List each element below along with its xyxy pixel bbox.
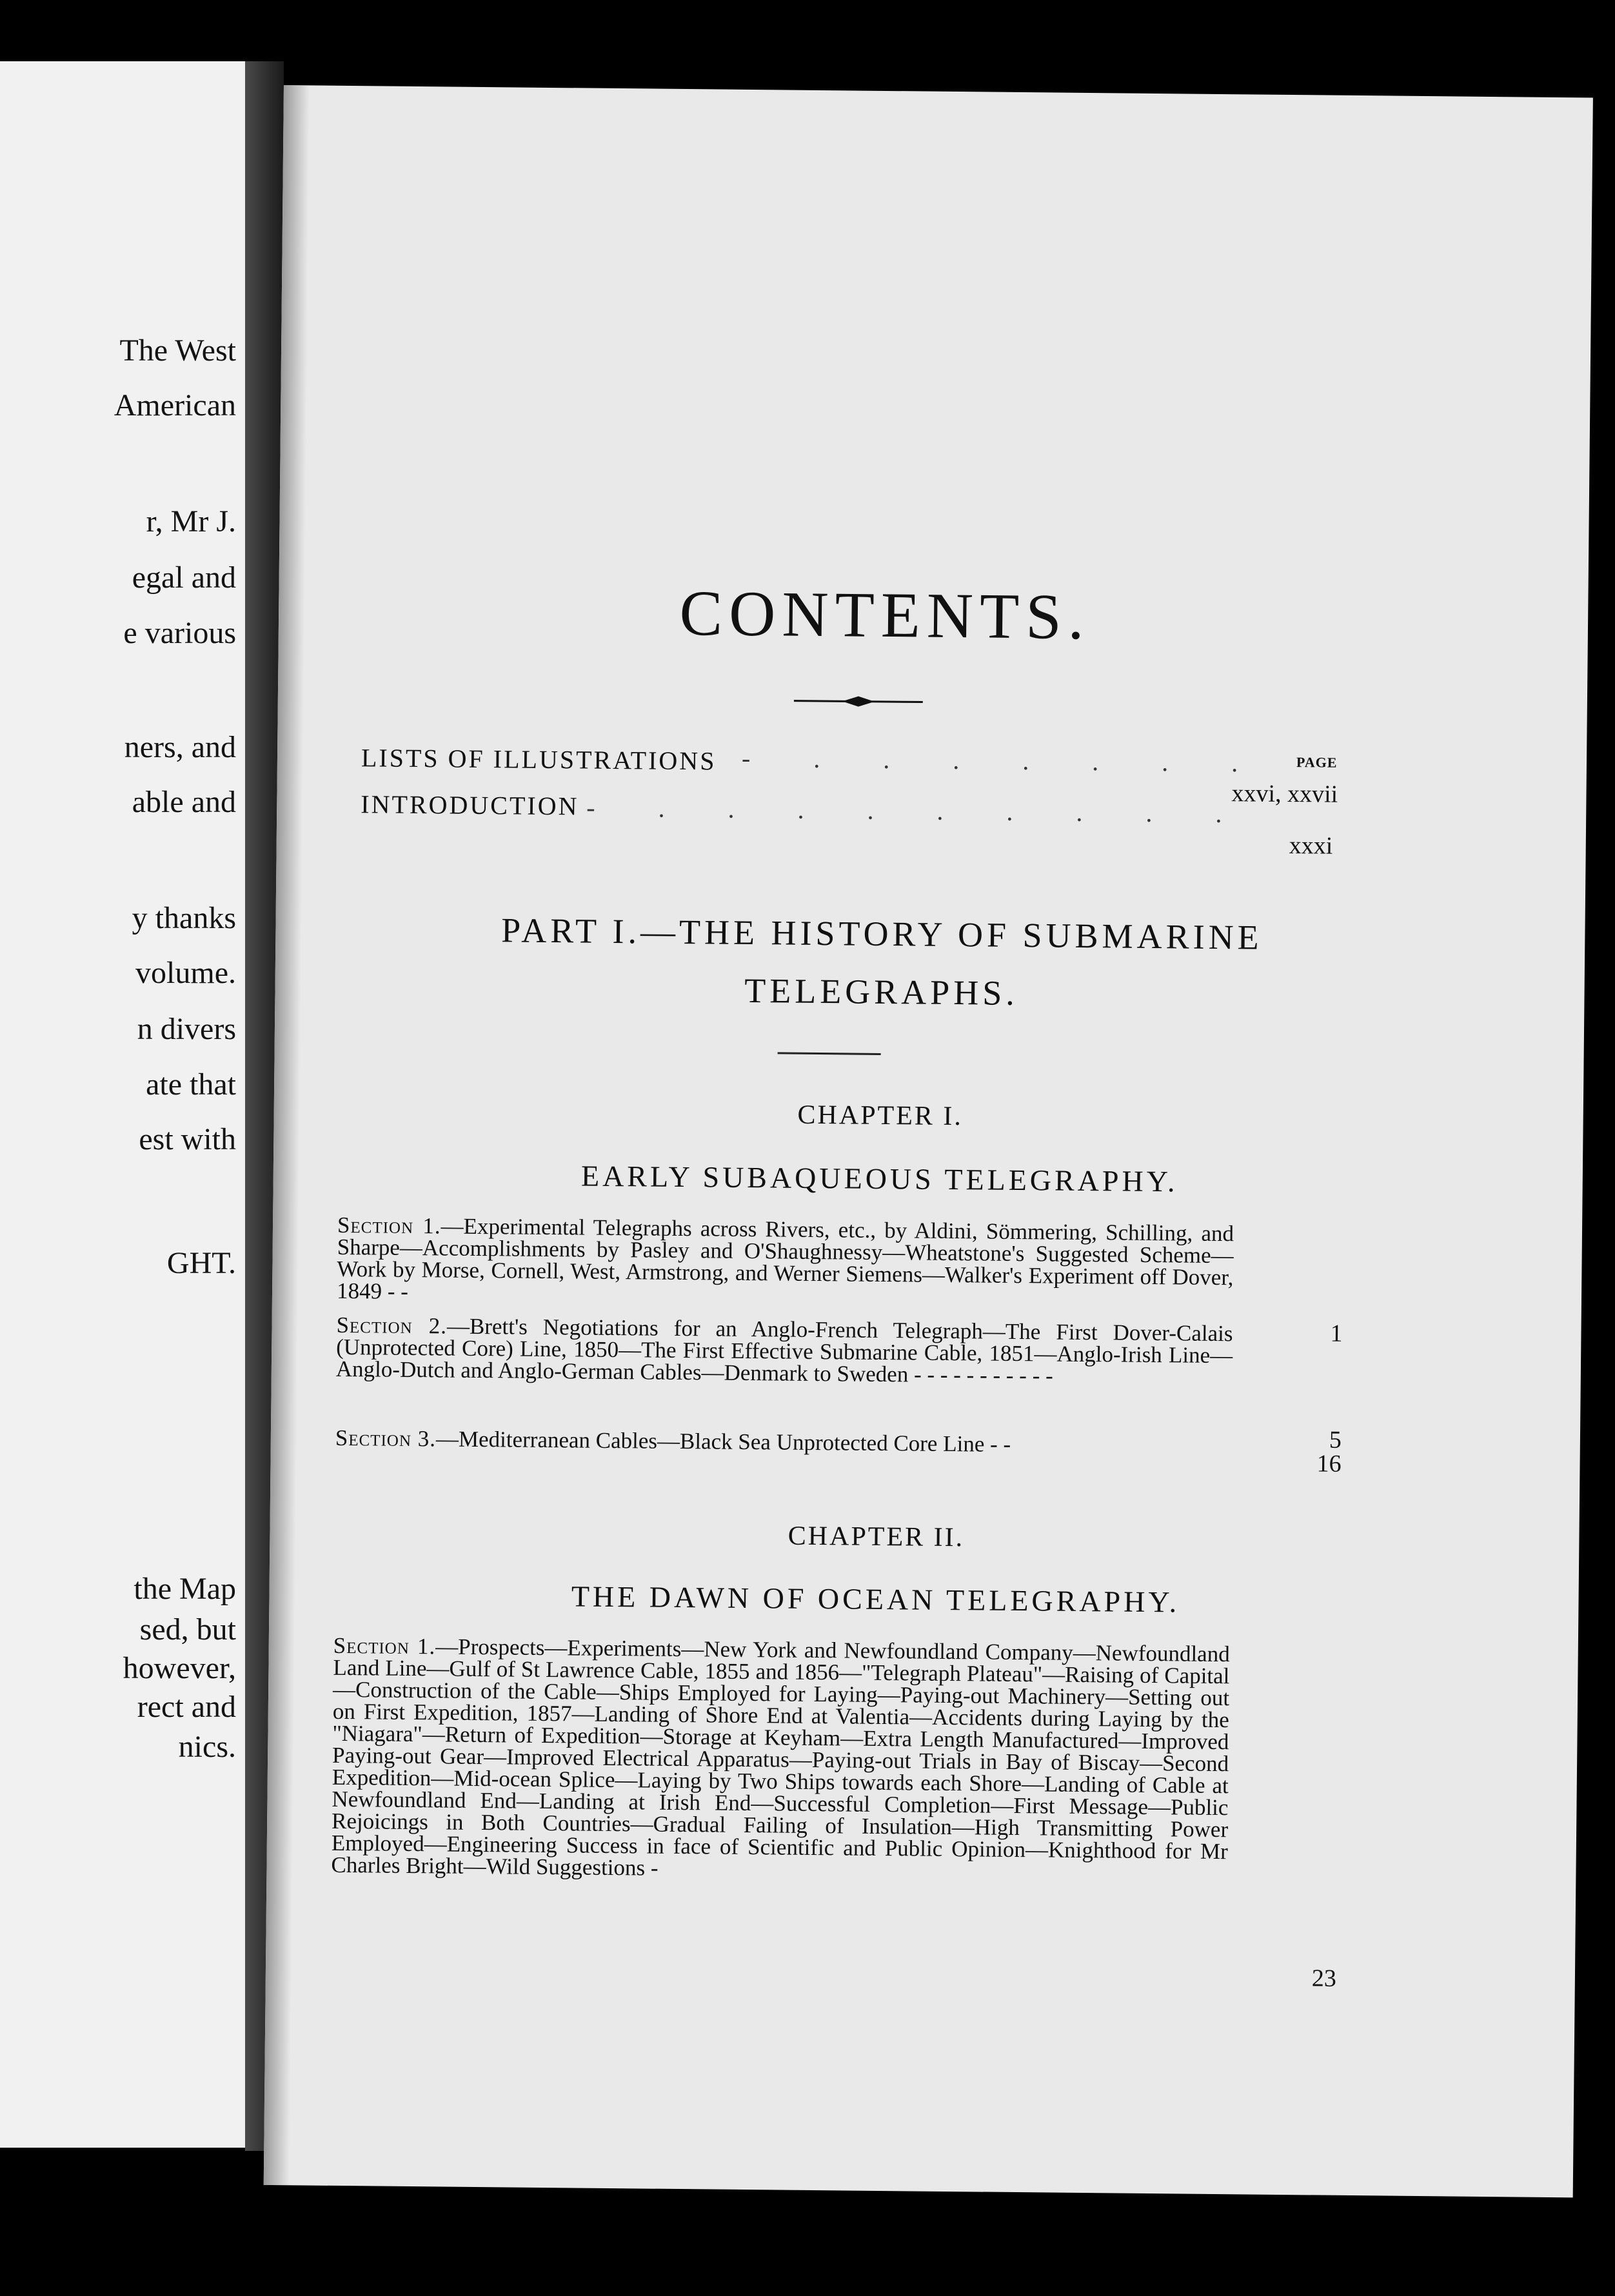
toc-entry-introduction: INTRODUCTION [361, 789, 579, 821]
chapter-title: EARLY SUBAQUEOUS TELEGRAPHY. [580, 1159, 1178, 1198]
toc-entry-lists-of-illustrations: LISTS OF ILLUSTRATIONS [361, 743, 717, 776]
section-page-number: 23 [1311, 1964, 1337, 1992]
section-entry [336, 1314, 1233, 1389]
section-page-number: 16 [1316, 1450, 1342, 1478]
left-page-line: egal and [132, 560, 236, 595]
section-text: —Mediterranean Cables—Black Sea Unprotected Core Line - - [435, 1426, 1011, 1457]
ornament-divider-icon [794, 691, 923, 712]
left-page-line: sed, but [139, 1612, 236, 1647]
toc-page-number: xxvi, xxvii [1231, 780, 1338, 808]
left-page-line: e various [123, 616, 236, 650]
left-page-line: able and [132, 785, 236, 819]
section-text: —Brett's Negotiations for an Anglo-French Telegraph—The First Dover-Calais (Unprotected Core) Line, 1850—The First Effective Submarine Cable, 1851—Anglo-Irish Line—Anglo-Dutch and Anglo-German Cables—Denmark to Sweden - - - - - - - - - - - [335, 1313, 1233, 1389]
left-page-line: y thanks [132, 901, 236, 935]
section-text: —Prospects—Experiments—New York and Newfoundland Company—Newfoundland Land Line—Gulf of St Lawrence Cable, 1855 and 1856—"Telegraph Plateau"—Raising of Capital—Construction of the Cable—Ships Employed for Laying—Paying-out Machinery—Setting out on First Expedition, 1857—Landing of Shore End at Valentia—Accidents during Laying by the "Niagara"—Return of Expedition—Storage at Keyham—Extra Length Manufactured—Improved Paying-out Gear—Improved Electrical Apparatus—Paying-out Trials in Bay of Biscay—Second Expedition—Mid-ocean Splice—Laying by Two Ships towards each Shore—Landing of Cable at Newfoundland End—Landing at Irish End—Successful Completion—First Message—Public Rejoicings in Both Countries—Gradual Failing of Insulation—High Transmitting Power Employed—Engineering Success in face of Scientific and Public Opinion—Knighthood for Mr Charles Bright—Wild Suggestions - [331, 1634, 1230, 1881]
section-entry [337, 1214, 1234, 1311]
toc-page-number: xxxi [1289, 832, 1333, 860]
left-page-line: The West [119, 333, 236, 368]
part-title-line-2: TELEGRAPHS. [744, 971, 1019, 1013]
left-facing-page [0, 61, 245, 2148]
section-page-number: 5 [1329, 1426, 1342, 1454]
section-entry [331, 1632, 1230, 1885]
leader-dots: - . . . . . . . [741, 743, 1267, 778]
left-page-line: the Map [134, 1572, 236, 1606]
chapter-title: THE DAWN OF OCEAN TELEGRAPHY. [571, 1579, 1180, 1619]
left-page-line: r, Mr J. [146, 504, 236, 539]
left-page-line: nics. [178, 1730, 236, 1764]
left-page-line: est with [139, 1122, 236, 1156]
section-label: Section 1. [337, 1212, 441, 1239]
horizontal-rule [778, 1052, 881, 1055]
left-page-line: ate that [146, 1067, 236, 1102]
section-page-number: 1 [1330, 1320, 1343, 1347]
chapter-number: CHAPTER II. [788, 1521, 965, 1553]
left-page-line: however, [123, 1651, 236, 1685]
part-title-line-1: PART I.—THE HISTORY OF SUBMARINE [500, 911, 1263, 957]
section-label: Section 2. [336, 1312, 448, 1339]
section-text: —Experimental Telegraphs across Rivers, etc., by Aldini, Sömmering, Schilling, and Sharpe—Accomplishments by Pasley and O'Shaughnessy—Wheatstone's Suggested Scheme—Work by Morse, Cornell, West, Armstrong, and Werner Siemens—Walker's Experiment off Dover, 1849 - - [336, 1213, 1234, 1304]
left-page-line: n divers [137, 1012, 236, 1046]
left-page-line: American [114, 388, 236, 422]
contents-page [264, 85, 1593, 2197]
section-label: Section 1. [333, 1632, 436, 1659]
chapter-number: CHAPTER I. [797, 1100, 964, 1132]
left-page-line: GHT. [166, 1246, 236, 1280]
section-label: Section 3. [335, 1425, 437, 1452]
left-page-line: rect and [137, 1690, 236, 1724]
left-page-line: volume. [135, 956, 236, 990]
left-page-line: ners, and [124, 730, 236, 764]
page-title: CONTENTS. [679, 577, 1091, 653]
page-column-header: PAGE [1296, 754, 1338, 771]
leader-dots: - . . . . . . . . . [586, 793, 1251, 829]
section-entry [335, 1427, 1232, 1458]
